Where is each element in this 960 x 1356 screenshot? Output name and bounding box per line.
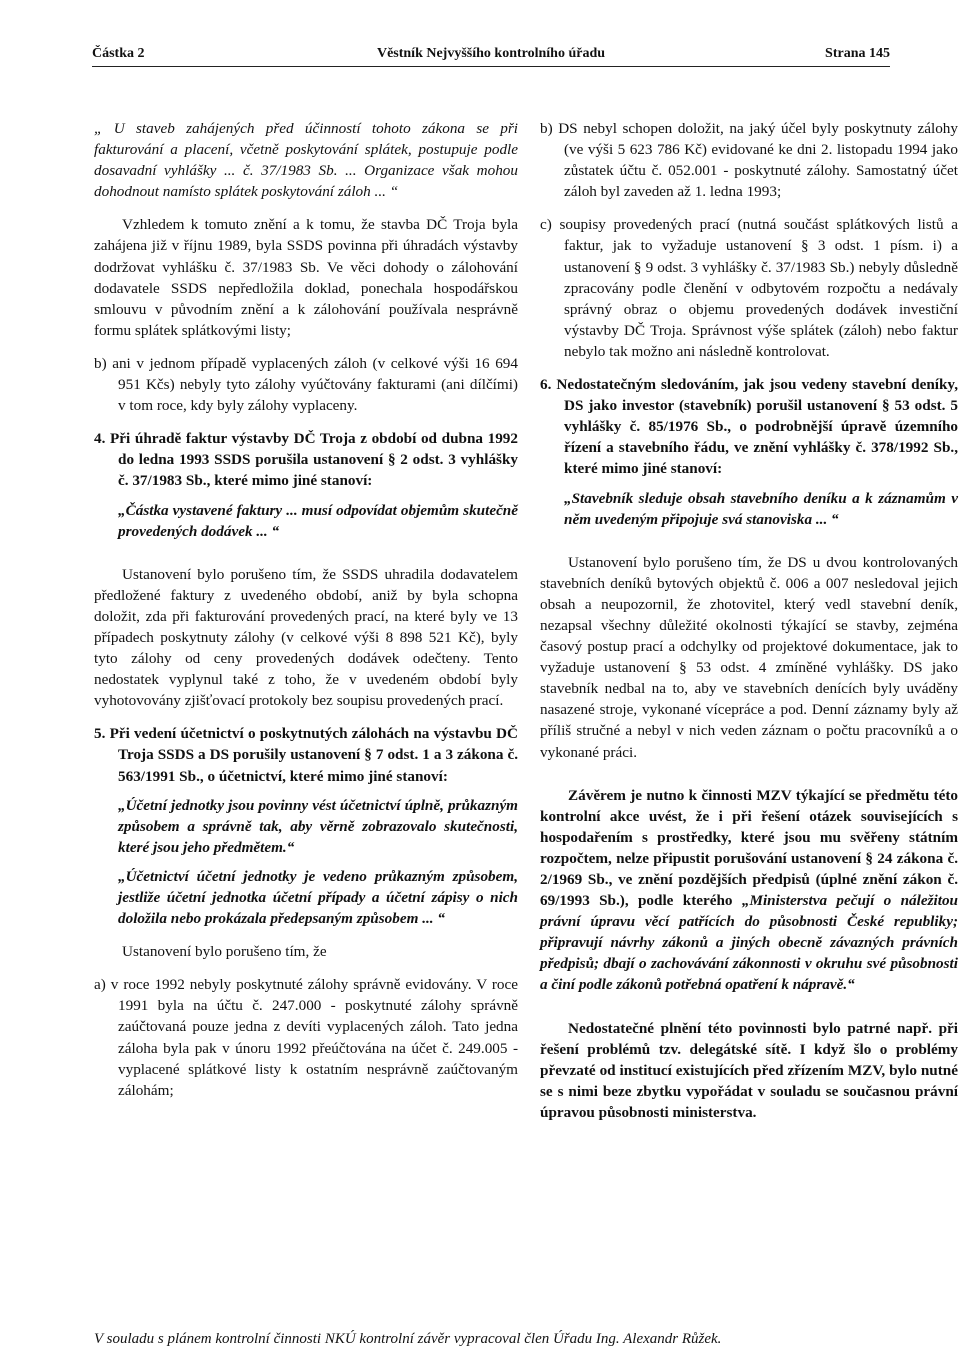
journal-title: Věstník Nejvyššího kontrolního úřadu bbox=[376, 46, 606, 61]
conclusion-paragraph bbox=[540, 785, 958, 996]
item-a-left: a) v roce 1992 nebyly poskytnuté zálohy správně evidovány. V roce 1991 byla na účtu č. 247.000 - poskytnuté zálohy správně zaúčtovaná pouze jedna z devíti vyplacených záloh. Tato jedna záloha byla pak v únoru 1992 přeúčtována na účet č. 249.005 - vyplacené splátkové listy k ostatním nesprávně zaúčtovaným zálohám; bbox=[94, 976, 518, 1099]
law-quote-intro: „ U staveb zahájených před účinností tohoto zákona se při fakturování a placení, včetně poskytování splátek, postupuje podle dosavadní vyhlášky ... č. 37/1983 Sb. ... Organizace však mohou dohodnout namísto splátek poskytování záloh ... “ bbox=[94, 120, 518, 201]
paragraph-violation-1: Ustanovení bylo porušeno tím, že SSDS uhradila dodavatelem předložené faktury z uvedeného období, aniž by byla schopna doložit, zda při fakturování provedených prací, na které byly ve 13 případech poskytnuty zálohy (v celkové výši 8 898 521 Kč), byly tyto zálohy od ceny provedených dodávek odečteny. Tento nedostatek vyplynul také z toho, že v uvedeném období byly vyhotovovány zjišťovací protokoly bez soupisu provedených prací. bbox=[94, 565, 518, 710]
conclusion-final: Nedostatečné plnění této povinnosti bylo patrné např. při řešení problémů tzv. delegátské sítě. I když šlo o problémy převzaté od institucí existujících před zřízením MZV, bylo nutné se s nimi beze zbytku vypořádat v souladu se současnou právní úpravou působnosti ministerstva. bbox=[540, 1019, 958, 1121]
conclusion-quote: „Ministerstva pečují o náležitou právní úpravu věcí patřících do působnosti České republiky; připravují návrhy zákonů a jiných obecně závazných právních předpisů; dbají o zachovávání zákonnosti v okruhu své působnosti a činí podle zákonů potřebná opatření k nápravě.“ bbox=[540, 892, 958, 994]
item-b-right: b) DS nebyl schopen doložit, na jaký účel byly poskytnuty zálohy (ve výši 5 623 786 Kč) evidované ke dni 2. listopadu 1994 jako zůstatek účtu č. 052.001 - poskytnuté zálohy. Samostatný účet záloh byl zaveden až 1. ledna 1993; bbox=[540, 120, 958, 201]
item-b-left: b) ani v jednom případě vyplacených záloh (v celkové výši 16 694 951 Kčs) nebyly tyto zálohy vyúčtovány fakturami (ani dílčími) v tom roce, kdy byly zálohy vyplaceny. bbox=[94, 354, 518, 415]
item-c-right: c) soupisy provedených prací (nutná součást splátkových listů a faktur, jak to vyžaduje ustanovení § 3 odst. 1 písm. i) a ustanovení § 9 odst. 3 vyhlášky č. 37/1983 Sb.) nebyly důsledně zpracovány podle členění v odbytovém rozpočtu a nedávaly správný obraz o objemu provedených dodávek investiční výstavby DČ Troja. Správnost výše splátek (záloh) nebo faktur nebylo tak možno ani následně kontrolovat. bbox=[540, 216, 958, 360]
point-6-heading: 6. Nedostatečným sledováním, jak jsou vedeny stavební deníky, DS jako investor (stavebník) porušil ustanovení § 53 odst. 5 vyhlášky č. 85/1976 Sb., o podrobnější úpravě územního řízení a stavebního řádu, ve znění vyhlášky č. 378/1992 Sb., které mimo jiné stanoví: bbox=[540, 376, 958, 478]
paragraph-violation-2: Ustanovení bylo porušeno tím, že bbox=[122, 943, 327, 961]
point-5-heading: 5. Při vedení účetnictví o poskytnutých zálohách na výstavbu DČ Troja SSDS a DS porušily ustanovení § 7 odst. 1 a 3 zákona č. 563/1991 Sb., o účetnictví, které mimo jiné stanoví: bbox=[94, 725, 518, 785]
point-5-quote-2: „Účetnictví účetní jednotky je vedeno průkazným způsobem, jestliže účetní jednotka účetní případy a účetní zápisy o nich doložila nebo prokázala předepsaným způsobem ... “ bbox=[118, 867, 518, 928]
point-4-quote: „Částka vystavené faktury ... musí odpovídat objemům skutečně provedených dodávek ... “ bbox=[118, 501, 518, 540]
signature-note: V souladu s plánem kontrolní činnosti NKÚ kontrolní závěr vypracoval člen Úřadu Ing. Alexandr Růžek. bbox=[94, 1331, 722, 1347]
right-column bbox=[540, 118, 958, 1135]
page-number: Strana 145 bbox=[825, 46, 890, 61]
paragraph-violation-3: Ustanovení bylo porušeno tím, že DS u dvou kontrolovaných stavebních deníků bytových objektů č. 006 a 007 nesledoval jejich obsah a neupozornil, že zhotovitel, který vedl stavební deník, nezapsal všechny důležité okolnosti týkající se stavby, zejména časový postup prací a odchylky od projektové dokumentace, jak to vyžaduje ustanovení § 53 odst. 4 zmíněné vyhlášky. DS jako stavebník nedbal na to, aby ve stavebních denících byly uváděny nasazené stroje, vykonané vícepráce a pod. Denní záznamy byly až příliš stručné a nebyl v nich veden záznam o počtu pracovníků a o vykonané práci. bbox=[540, 553, 958, 761]
point-5-quote-1: „Účetní jednotky jsou povinny vést účetnictví úplně, průkazným způsobem a správně tak, aby věrně zobrazovalo skutečnosti, které jsou jeho předmětem.“ bbox=[118, 796, 518, 856]
paragraph-troja: Vzhledem k tomuto znění a k tomu, že stavba DČ Troja byla zahájena již v říjnu 1989, byla SSDS povinna při úhradách výstavby dodržovat vyhlášku č. 37/1983 Sb. Ve věci dohody o zálohování dodavatele SSDS nepředložila doklad, ponechala hospodářskou smlouvu v původním znění a k zálohování používala nesprávně formu splátek splátkovými listy; bbox=[94, 216, 518, 339]
left-column bbox=[94, 118, 518, 1113]
conclusion-text: Závěrem je nutno k činnosti MZV týkající se předmětu této kontrolní akce uvést, že i při řešení otázek souvisejících s hospodařením s prostředky, které jsou mu svěřeny státním rozpočtem, nelze připustit porušování ustanovení § 24 zákona č. 2/1969 Sb., ve znění pozdějších předpisů (úplné znění zákon č. 69/1993 Sb.), podle kterého bbox=[540, 786, 958, 910]
issue-label: Částka 2 bbox=[92, 46, 145, 61]
point-4-heading: 4. Při úhradě faktur výstavby DČ Troja z období od dubna 1992 do ledna 1993 SSDS porušila ustanovení § 2 odst. 3 vyhlášky č. 37/1983 Sb., které mimo jiné stanoví: bbox=[94, 430, 518, 490]
page-header bbox=[92, 44, 890, 67]
point-6-quote: „Stavebník sleduje obsah stavebního deníku a k záznamům v něm uvedeným připojuje svá stanoviska ... “ bbox=[564, 489, 958, 528]
